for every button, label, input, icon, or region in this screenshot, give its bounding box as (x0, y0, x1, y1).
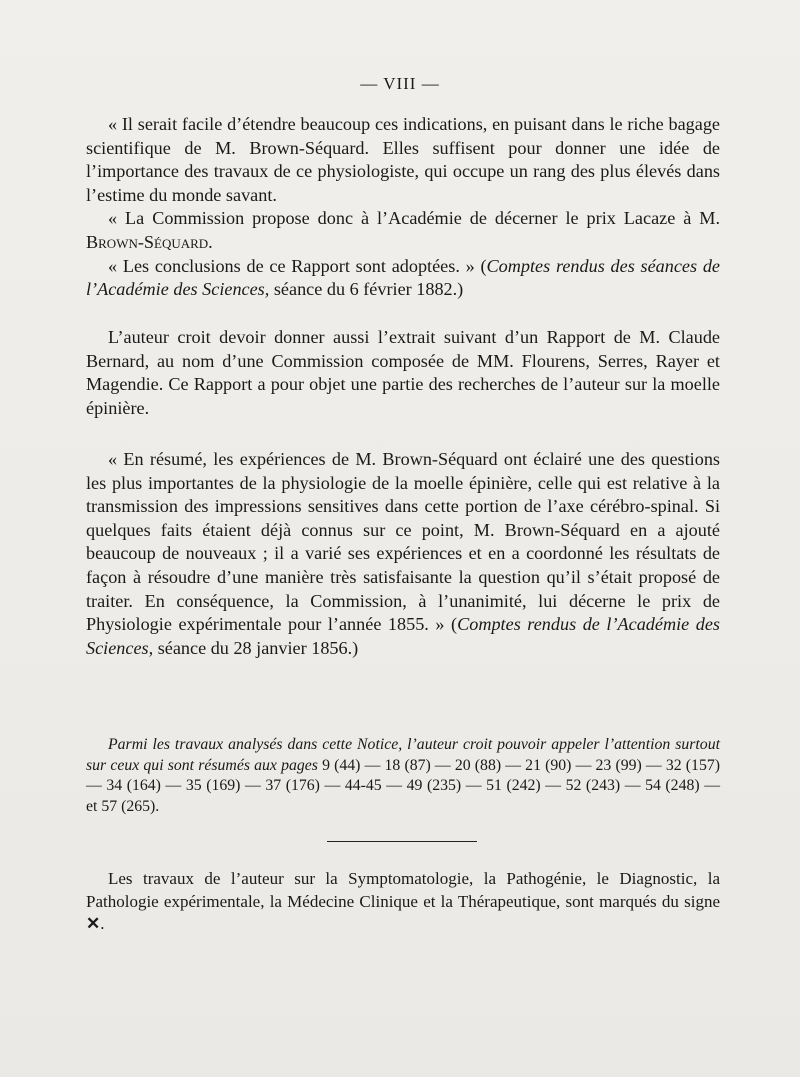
paragraph-text: « La Commission propose donc à l’Académie de décerner le prix Lacaze à M. (108, 208, 720, 229)
report-conclusion-block (86, 113, 720, 302)
legend-end: . (100, 914, 105, 933)
citation-italic: Comptes rendus des séances de l’Académie des Sciences, (86, 255, 720, 300)
paragraph (86, 255, 720, 302)
notice-paragraph (86, 735, 720, 817)
paragraph (86, 735, 720, 817)
citation-date: séance du 6 février 1882.) (269, 279, 464, 300)
paragraph: L’auteur croit devoir donner aussi l’extrait suivant d’un Rapport de M. Claude Bernard, au nom d’une Commission composée de MM. Flourens, Serres, Rayer et Magendie. Ce Rapport a pour objet une partie des recherches de l’auteur sur la moelle épinière. (86, 327, 720, 418)
paragraph-text: Les travaux de l’auteur sur la Symptomatologie, la Pathogénie, le Diagnostic, la Pathologie expérimentale, la Médecine Clinique et la Thérapeutique, sont marqués du signe (86, 869, 720, 911)
paragraph (86, 868, 720, 936)
paragraph: « Il serait facile d’étendre beaucoup ces indications, en puisant dans le riche bagage scientifique de M. Brown-Séquard. Elles suffisent pour donner une idée de l’importance des travaux de ce physiologiste, qui occupe un rang des plus élevés dans l’estime du monde savant. (86, 114, 720, 205)
paragraph (86, 448, 720, 660)
quoted-report-block (86, 448, 720, 660)
legend-paragraph (86, 868, 720, 936)
page-number: — VIII — (360, 74, 440, 93)
paragraph-text: « En résumé, les expériences de M. Brown-Séquard ont éclairé une des questions les plus importantes de la physiologie de la moelle épinière, celle qui est relative à la transmission des impressions sensitives dans cette portion de l’axe cérébro-spinal. Si quelques faits étaient déjà connus sur ce point, M. Brown-Séquard en a ajouté beaucoup de nouveaux ; il a varié ses expériences et en a coordonné les résultats de façon à résoudre d’une manière très satisfaisante la question qu’il s’était proposé de traiter. En conséquence, la Commission, à l’unanimité, lui décerne le prix de Physiologie expérimentale pour l’année 1855. » ( (86, 449, 720, 635)
separator-rule (327, 841, 477, 842)
author-name: Brown-Séquard. (86, 231, 213, 252)
intro-paragraph-block (86, 326, 720, 420)
notice-italic: Parmi les travaux analysés dans cette Notice, l’auteur croit pouvoir appeler l’attention surtout sur ceux qui sont résumés aux pages (86, 736, 720, 774)
paragraph (86, 207, 720, 254)
paragraph-text: « Les conclusions de ce Rapport sont adoptées. » ( (108, 255, 487, 276)
citation-italic: Comptes rendus de l’Académie des Sciences, (86, 614, 721, 658)
page-references: 9 (44) — 18 (87) — 20 (88) — 21 (90) — 23 (99) — 32 (157) — 34 (164) — 35 (169) — 37 (176) — 44-45 — 49 (235) — 51 (242) — 52 (243) — 54 (248) — et 57 (265). (86, 756, 721, 815)
cross-sign-icon: ✕ (86, 914, 101, 933)
citation-date: séance du 28 janvier 1856.) (153, 637, 359, 658)
